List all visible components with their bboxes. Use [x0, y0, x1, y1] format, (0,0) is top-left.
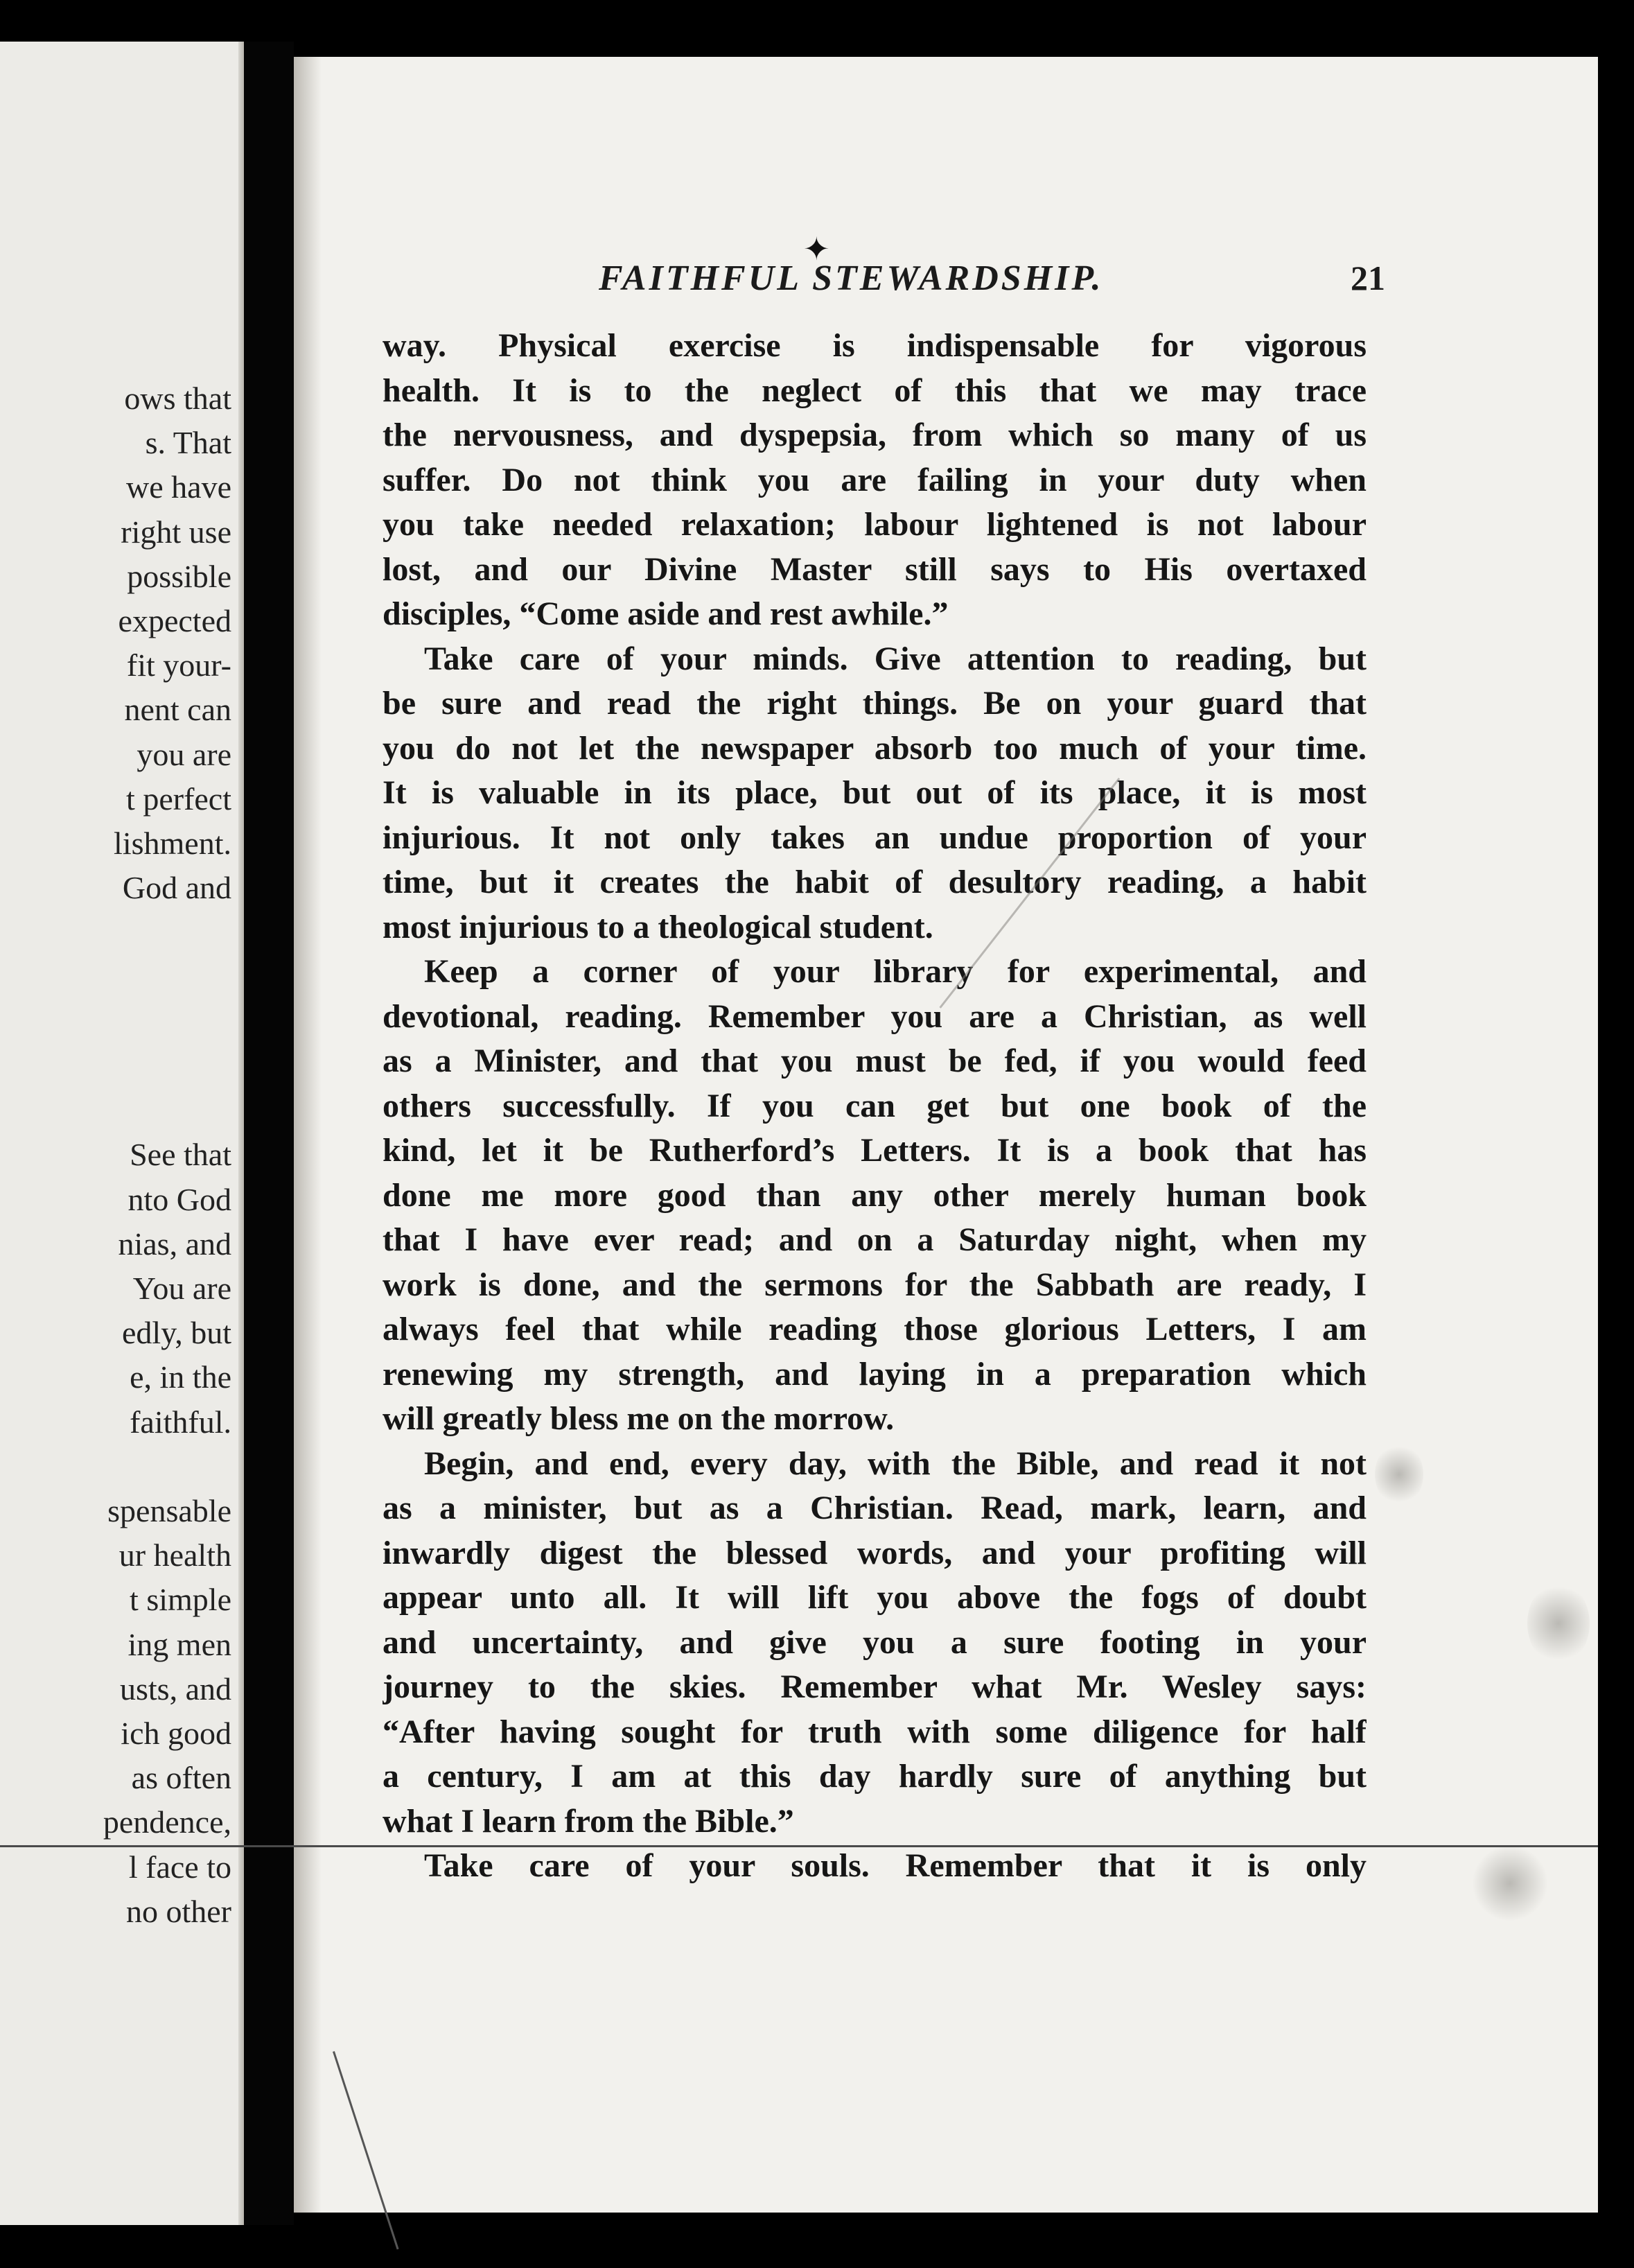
smudge-mark	[1375, 1443, 1423, 1506]
text-line: work is done, and the sermons for the Sabbath are ready, I	[383, 1266, 1367, 1303]
smudge-mark	[1472, 1845, 1548, 1921]
left-page-line: t simple	[130, 1582, 231, 1618]
text-line: what I learn from the Bible.”	[383, 1802, 794, 1840]
text-line: way. Physical exercise is indispensable for vigorous	[383, 327, 1367, 364]
text-line: the nervousness, and dyspepsia, from which so many of us	[383, 417, 1367, 453]
text-line: inwardly digest the blessed words, and your profiting will	[383, 1534, 1367, 1571]
text-line: “After having sought for truth with some diligence for half	[383, 1713, 1367, 1750]
left-page-line: ur health	[118, 1537, 231, 1573]
left-page-line: you are	[137, 736, 231, 772]
text-line: most injurious to a theological student.	[383, 908, 933, 945]
text-line: renewing my strength, and laying in a preparation which	[383, 1355, 1367, 1393]
text-line: devotional, reading. Remember you are a Christian, as well	[383, 997, 1367, 1035]
text-line: others successfully. If you can get but one book of the	[383, 1087, 1367, 1124]
text-line: kind, let it be Rutherford’s Letters. It is a book that has	[383, 1132, 1367, 1169]
text-line: be sure and read the right things. Be on your guard that	[383, 685, 1367, 722]
body-text	[383, 324, 1367, 1889]
text-line: Begin, and end, every day, with the Bible, and read it not	[424, 1445, 1367, 1482]
text-line: injurious. It not only takes an undue proportion of your	[383, 819, 1367, 856]
text-line: as a Minister, and that you must be fed, if you would feed	[383, 1043, 1367, 1079]
ink-blot-mark: ✦	[803, 232, 830, 267]
bottom-rule-line	[0, 1845, 1598, 1847]
text-line: and uncertainty, and give you a sure footing in your	[383, 1623, 1367, 1661]
left-page-line: no other	[125, 1893, 231, 1929]
left-page-line: expected	[118, 603, 231, 638]
left-page-line: right use	[121, 514, 231, 550]
left-page-line: t perfect	[126, 780, 231, 817]
left-page-line: l face to	[128, 1849, 231, 1885]
left-page-line: we have	[126, 469, 231, 505]
text-line: health. It is to the neglect of this that we may trace	[383, 372, 1367, 409]
left-page-line: ing men	[128, 1626, 231, 1662]
text-line: It is valuable in its place, but out of its place, it is most	[383, 774, 1367, 811]
text-line: journey to the skies. Remember what Mr. Wesley says:	[383, 1668, 1367, 1705]
left-page-line: pendence,	[103, 1804, 231, 1840]
text-line: done me more good than any other merely human book	[383, 1176, 1367, 1214]
left-page-line: ows that	[124, 381, 231, 416]
text-line: you take needed relaxation; labour lightened is not labour	[383, 506, 1367, 543]
left-page-line: e, in the	[130, 1359, 231, 1395]
text-line: time, but it creates the habit of desultory reading, a habit	[383, 864, 1367, 900]
left-page-line: lishment.	[114, 826, 231, 861]
left-page-fragment	[0, 42, 244, 2225]
left-page-line: See that	[130, 1137, 231, 1173]
smudge-mark	[1527, 1582, 1590, 1665]
text-line: always feel that while reading those glorious Letters, I am	[383, 1311, 1367, 1347]
text-line: will greatly bless me on the morrow.	[383, 1400, 895, 1437]
left-page-line: usts, and	[120, 1671, 231, 1707]
text-line: appear unto all. It will lift you above the fogs of doubt	[383, 1579, 1367, 1616]
left-page-line: God and	[122, 870, 231, 906]
text-line: Keep a corner of your library for experimental, and	[424, 953, 1367, 990]
left-page-line: possible	[127, 558, 231, 594]
text-line: lost, and our Divine Master still says to His overtaxed	[383, 550, 1367, 588]
left-page-line: ich good	[121, 1716, 231, 1751]
text-line: Take care of your minds. Give attention to reading, but	[424, 640, 1367, 677]
text-line: Take care of your souls. Remember that it is only	[424, 1847, 1367, 1884]
page-number: 21	[1351, 259, 1385, 297]
left-page-line: fit your-	[126, 647, 231, 683]
left-page-line: nent can	[124, 692, 231, 728]
page-curl-shadow	[294, 57, 322, 2213]
text-line: as a minister, but as a Christian. Read, mark, learn, and	[383, 1490, 1367, 1526]
text-line: that I have ever read; and on a Saturday night, when my	[383, 1221, 1367, 1258]
running-head: FAITHFUL STEWARDSHIP.	[599, 259, 1104, 298]
right-page	[294, 57, 1598, 2213]
book-gutter	[244, 42, 294, 2225]
left-page-line: spensable	[107, 1493, 231, 1528]
left-page-line: nias, and	[118, 1225, 231, 1262]
left-page-line: faithful.	[130, 1404, 231, 1440]
text-line: you do not let the newspaper absorb too much of your time.	[383, 729, 1367, 767]
left-page-line: You are	[132, 1271, 231, 1306]
text-line: a century, I am at this day hardly sure of anything but	[383, 1758, 1367, 1795]
left-page-line: as often	[131, 1760, 231, 1796]
left-page-line: s. That	[145, 425, 231, 461]
text-line: suffer. Do not think you are failing in your duty when	[383, 461, 1367, 498]
page-edge-shadow	[238, 42, 244, 2225]
text-line: disciples, “Come aside and rest awhile.”	[383, 595, 949, 632]
left-page-line: edly, but	[122, 1315, 231, 1351]
left-page-line: nto God	[128, 1181, 231, 1217]
